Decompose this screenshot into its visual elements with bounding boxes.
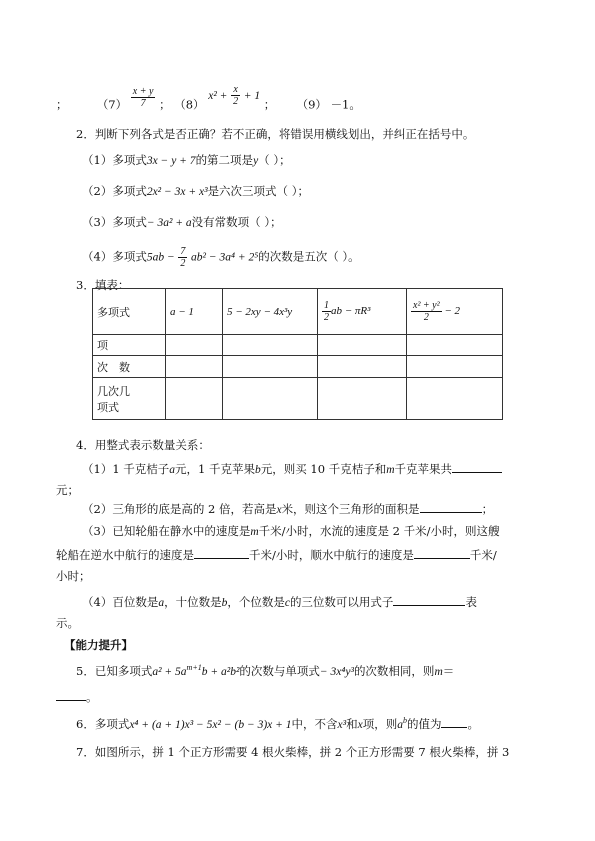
q2-item-2 bbox=[82, 183, 309, 200]
table-cell[interactable] bbox=[318, 356, 407, 378]
text: 。 bbox=[467, 716, 479, 731]
text: 5．已知多项式 bbox=[76, 663, 153, 678]
text: （1）1 千克桔子 bbox=[82, 462, 170, 476]
text: 的次数相同，则 bbox=[353, 663, 435, 678]
exponent: m+1 bbox=[186, 663, 202, 672]
fraction-denominator: 2 bbox=[324, 312, 329, 323]
q4-item-4 bbox=[82, 593, 477, 611]
fraction bbox=[411, 300, 442, 323]
q2-item-4 bbox=[82, 246, 360, 269]
fraction-numerator: x bbox=[233, 84, 238, 95]
q5-line bbox=[76, 660, 454, 680]
table-row-degree-label: 次 数 bbox=[93, 356, 166, 378]
table-cell[interactable] bbox=[407, 335, 503, 356]
item-8-label: （8） bbox=[174, 97, 205, 112]
variable: m bbox=[250, 526, 259, 538]
expression: b + a²b² bbox=[201, 665, 240, 678]
q4-item-4-cont: 示。 bbox=[56, 616, 79, 630]
fraction-numerator: x + y bbox=[132, 86, 154, 97]
table-header-col1: a − 1 bbox=[166, 289, 223, 335]
text: 元，1 千克苹果 bbox=[175, 462, 256, 476]
expression: ab − πR³ bbox=[331, 305, 371, 318]
answer-blank[interactable] bbox=[420, 500, 482, 513]
fraction-denominator: 7 bbox=[140, 98, 146, 109]
answer-bracket: （ ）； bbox=[258, 153, 291, 167]
table-cell[interactable] bbox=[166, 378, 223, 420]
answer-blank[interactable] bbox=[194, 546, 249, 559]
table-cell[interactable] bbox=[223, 335, 318, 356]
q4-item-3 bbox=[82, 523, 500, 540]
fraction bbox=[322, 300, 331, 323]
text: （2）三角形的底是高的 2 倍，若高是 bbox=[82, 502, 277, 516]
fraction-denominator: 2 bbox=[180, 258, 186, 269]
expression: − 3a² + a bbox=[146, 217, 192, 229]
text: （4）多项式 bbox=[82, 249, 147, 264]
q2-heading: 2．判断下列各式是否正确？若不正确，将错误用横线划出，并纠正在括号中。 bbox=[76, 127, 475, 141]
text: ； bbox=[481, 502, 494, 516]
q5-answer bbox=[56, 688, 98, 705]
text: （3）多项式 bbox=[82, 215, 147, 229]
answer-bracket: 的次数是五次（ ）。 bbox=[258, 249, 360, 264]
fraction bbox=[178, 246, 187, 269]
variable: x³ bbox=[337, 718, 347, 731]
text: ，个位数是 bbox=[227, 595, 285, 609]
answer-blank[interactable] bbox=[441, 715, 467, 728]
text: 千米/ bbox=[469, 548, 497, 562]
fraction-numerator: 1 bbox=[324, 300, 329, 311]
expression: 2x² − 3x + x³ bbox=[146, 186, 208, 198]
variable: c bbox=[284, 597, 290, 609]
table-header-polynomial: 多项式 bbox=[93, 289, 166, 335]
item-9-label: （9） bbox=[296, 97, 327, 112]
answer-bracket: 是六次三项式（ ）； bbox=[207, 184, 309, 198]
table-cell[interactable] bbox=[407, 378, 503, 420]
expression: − 2 bbox=[444, 305, 461, 318]
text: 轮船在逆水中航行的速度是 bbox=[56, 548, 194, 562]
expr-part: + 1 bbox=[243, 89, 261, 102]
text: ＝ bbox=[442, 663, 455, 678]
q6-line bbox=[76, 713, 479, 733]
table-header-col3 bbox=[318, 289, 407, 335]
q4-item-1 bbox=[82, 460, 502, 478]
table-cell[interactable] bbox=[166, 356, 223, 378]
expression: a² + 5a bbox=[152, 665, 187, 678]
text: 表 bbox=[465, 595, 477, 609]
table-cell[interactable] bbox=[223, 378, 318, 420]
semicolon: ； bbox=[263, 97, 276, 112]
answer-blank[interactable] bbox=[56, 688, 86, 701]
text: 的三位数可以用式子 bbox=[289, 595, 394, 609]
table-cell[interactable] bbox=[318, 378, 407, 420]
answer-blank[interactable] bbox=[393, 593, 465, 606]
text: 项，则 bbox=[362, 716, 398, 731]
table-cell[interactable] bbox=[166, 335, 223, 356]
fraction-denominator: 2 bbox=[233, 96, 239, 107]
expression: 3x − y + 7 bbox=[146, 155, 196, 167]
q2-item-3 bbox=[82, 214, 282, 231]
variable: b bbox=[255, 464, 261, 476]
text: 的第二项是 bbox=[195, 153, 254, 167]
variable: x bbox=[357, 718, 363, 731]
expr-part: x² + bbox=[208, 89, 228, 102]
q3-heading: 3．填表： bbox=[76, 278, 130, 292]
q2-item-1 bbox=[82, 152, 291, 169]
variable: y bbox=[253, 155, 259, 167]
table-row-type-label bbox=[93, 378, 166, 420]
fraction-denominator: 2 bbox=[423, 312, 429, 323]
expression: 5ab − bbox=[146, 251, 175, 264]
answer-bracket: 没有常数项（ ）； bbox=[191, 215, 282, 229]
q7-line: 7．如图所示，拼 1 个正方形需要 4 根火柴棒，拼 2 个正方形需要 7 根火柴棒，拼 3 bbox=[76, 745, 510, 759]
answer-line-7-9 bbox=[56, 84, 361, 117]
table-row-terms-label: 项 bbox=[93, 335, 166, 356]
text: （2）多项式 bbox=[82, 184, 147, 198]
table-cell[interactable] bbox=[407, 356, 503, 378]
text: 千克苹果共 bbox=[394, 462, 453, 476]
label-line: 项式 bbox=[97, 400, 119, 414]
exponent: b bbox=[402, 716, 407, 725]
table-header-col4 bbox=[407, 289, 503, 335]
text: ，十位数是 bbox=[164, 595, 222, 609]
fraction-7 bbox=[131, 86, 156, 109]
text: 千米/小时，水流的速度是 2 千米/小时，则这艘 bbox=[258, 524, 500, 538]
text: （1）多项式 bbox=[82, 153, 147, 167]
text: 元，则买 10 千克桔子和 bbox=[260, 462, 387, 476]
text: 千米/小时，顺水中航行的速度是 bbox=[249, 548, 414, 562]
expression: x⁴ + (a + 1)x³ − 5x² − (b − 3)x + 1 bbox=[129, 718, 292, 731]
expression: − 3x⁴y³ bbox=[319, 665, 354, 678]
q4-heading: 4．用整式表示数量关系： bbox=[76, 438, 210, 452]
fraction-numerator: x² + y² bbox=[413, 300, 440, 311]
text: 米，则这个三角形的面积是 bbox=[281, 502, 420, 516]
variable: m bbox=[386, 464, 395, 476]
variable: a bbox=[397, 718, 403, 731]
variable: x bbox=[276, 504, 282, 516]
fraction-8 bbox=[231, 84, 240, 107]
expression: ab² − 3a⁴ + 2⁵ bbox=[191, 251, 259, 264]
text: （4）百位数是 bbox=[82, 595, 159, 609]
text: 的值为 bbox=[406, 716, 442, 731]
text: 和 bbox=[346, 716, 358, 731]
q4-item-3-cont bbox=[56, 546, 497, 563]
q4-item-2 bbox=[82, 500, 493, 518]
semicolon: ； bbox=[159, 97, 171, 112]
variable: m bbox=[434, 665, 443, 678]
q4-item-3-end: 小时； bbox=[56, 569, 91, 583]
semicolon: ； bbox=[56, 97, 68, 112]
text: 。 bbox=[86, 690, 98, 704]
text: 中，不含 bbox=[291, 716, 338, 731]
text: 6．多项式 bbox=[76, 716, 130, 731]
variable: a bbox=[158, 597, 165, 609]
answer-blank[interactable] bbox=[414, 546, 470, 559]
text: 的次数与单项式 bbox=[239, 663, 320, 678]
item-7-label: （7） bbox=[96, 97, 128, 112]
q4-item-1-cont: 元； bbox=[56, 483, 79, 497]
item-9-value: －1。 bbox=[330, 97, 361, 112]
table-header-col2: 5 − 2xy − 4x³y bbox=[223, 289, 318, 335]
section-heading: 【能力提升】 bbox=[64, 638, 133, 652]
table-cell[interactable] bbox=[223, 356, 318, 378]
label-line: 几次几 bbox=[97, 384, 130, 398]
text: （3）已知轮船在静水中的速度是 bbox=[82, 524, 251, 538]
variable: a bbox=[169, 464, 176, 476]
variable: b bbox=[221, 597, 228, 609]
fill-in-table bbox=[92, 288, 503, 420]
fraction-numerator: 7 bbox=[180, 246, 186, 257]
table-cell[interactable] bbox=[318, 335, 407, 356]
answer-blank[interactable] bbox=[452, 460, 502, 473]
